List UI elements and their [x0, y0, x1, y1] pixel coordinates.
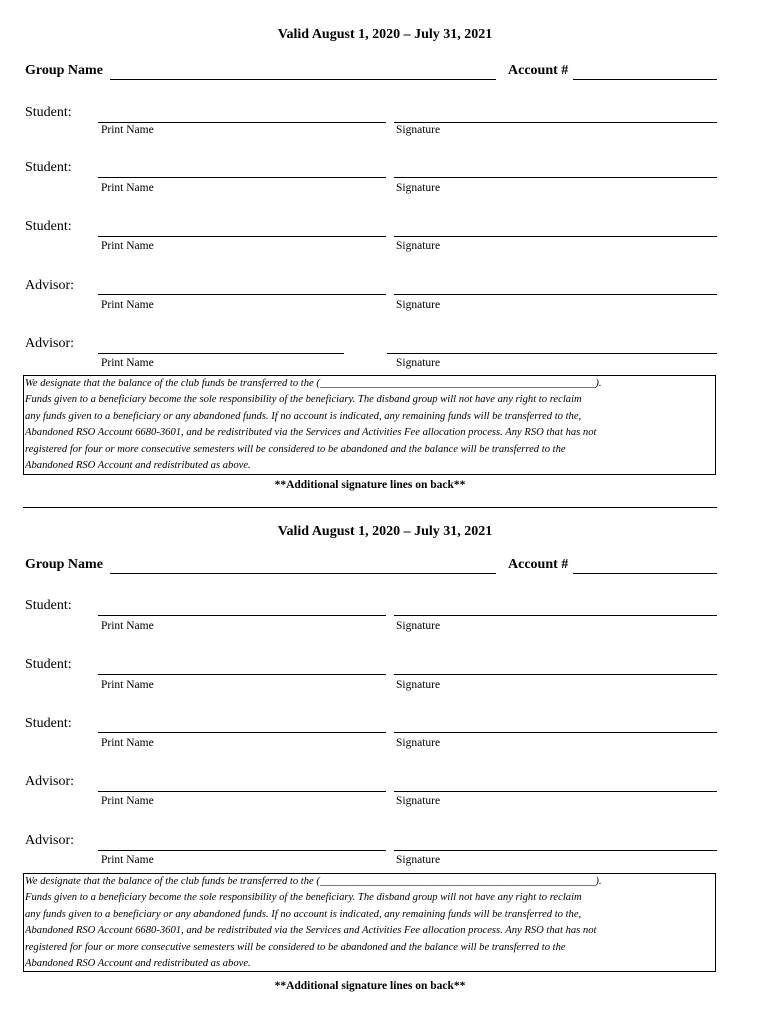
- row-role-label: Advisor:: [25, 278, 74, 293]
- print-name-caption: Print Name: [101, 854, 154, 866]
- signature-caption: Signature: [396, 854, 441, 866]
- signature-caption: Signature: [396, 124, 441, 136]
- print-name-caption: Print Name: [101, 299, 154, 311]
- row-role-label: Student:: [25, 716, 72, 731]
- valid-period-title: Valid August 1, 2020 – July 31, 2021: [277, 27, 493, 42]
- signature-field[interactable]: [394, 732, 717, 733]
- signature-caption: Signature: [396, 679, 441, 691]
- additional-lines-note: **Additional signature lines on back**: [274, 479, 466, 491]
- notice-line: Abandoned RSO Account and redistributed as above.: [25, 460, 251, 472]
- row-role-label: Advisor:: [25, 774, 74, 789]
- group-name-field[interactable]: [110, 573, 496, 574]
- signature-caption: Signature: [396, 795, 441, 807]
- signature-caption: Signature: [396, 240, 441, 252]
- notice-line: registered for four or more consecutive semesters will be considered to be abandoned and the balance will be transferred to the: [25, 443, 566, 455]
- print-name-caption: Print Name: [101, 124, 154, 136]
- print-name-field[interactable]: [98, 674, 386, 675]
- signature-caption: Signature: [396, 620, 441, 632]
- row-role-label: Student:: [25, 105, 72, 120]
- notice-line: Funds given to a beneficiary become the sole responsibility of the beneficiary. The disband group will not have any right to reclaim: [25, 394, 582, 406]
- notice-line: We designate that the balance of the club funds be transferred to the (____________________________________________________).: [25, 378, 602, 389]
- signature-field[interactable]: [394, 615, 717, 616]
- account-field[interactable]: [573, 573, 717, 574]
- signature-field[interactable]: [394, 791, 717, 792]
- print-name-field[interactable]: [98, 615, 386, 616]
- print-name-field[interactable]: [98, 732, 386, 733]
- row-role-label: Advisor:: [25, 833, 74, 848]
- signature-caption: Signature: [396, 182, 441, 194]
- row-role-label: Student:: [25, 219, 72, 234]
- row-role-label: Student:: [25, 657, 72, 672]
- signature-caption: Signature: [396, 357, 441, 369]
- print-name-caption: Print Name: [101, 182, 154, 194]
- print-name-caption: Print Name: [101, 620, 154, 632]
- signature-caption: Signature: [396, 737, 441, 749]
- print-name-field[interactable]: [98, 850, 386, 851]
- print-name-caption: Print Name: [101, 240, 154, 252]
- row-role-label: Student:: [25, 160, 72, 175]
- additional-lines-note: **Additional signature lines on back**: [274, 980, 466, 992]
- notice-line: Abandoned RSO Account 6680-3601, and be redistributed via the Services and Activities Fee allocation process. Any RSO that has not: [25, 925, 597, 937]
- print-name-caption: Print Name: [101, 795, 154, 807]
- valid-period-title: Valid August 1, 2020 – July 31, 2021: [277, 524, 493, 539]
- group-name-label: Group Name: [25, 63, 103, 78]
- row-role-label: Advisor:: [25, 336, 74, 351]
- notice-line: Abandoned RSO Account and redistributed as above.: [25, 958, 251, 970]
- notice-line: Abandoned RSO Account 6680-3601, and be redistributed via the Services and Activities Fee allocation process. Any RSO that has not: [25, 427, 597, 439]
- signature-field[interactable]: [394, 850, 717, 851]
- print-name-caption: Print Name: [101, 679, 154, 691]
- signature-field[interactable]: [394, 674, 717, 675]
- account-label: Account #: [508, 557, 569, 572]
- notice-line: We designate that the balance of the club funds be transferred to the (____________________________________________________).: [25, 876, 602, 887]
- print-name-field[interactable]: [98, 791, 386, 792]
- print-name-caption: Print Name: [101, 357, 154, 369]
- row-role-label: Student:: [25, 598, 72, 613]
- signature-caption: Signature: [396, 299, 441, 311]
- print-name-caption: Print Name: [101, 737, 154, 749]
- account-label: Account #: [508, 63, 569, 78]
- group-name-label: Group Name: [25, 557, 103, 572]
- fund-transfer-notice: [23, 873, 716, 972]
- notice-line: registered for four or more consecutive semesters will be considered to be abandoned and the balance will be transferred to the: [25, 941, 566, 953]
- notice-line: any funds given to a beneficiary or any abandoned funds. If no account is indicated, any remaining funds will be transferred to the,: [25, 908, 582, 920]
- notice-line: Funds given to a beneficiary become the sole responsibility of the beneficiary. The disband group will not have any right to reclaim: [25, 892, 582, 904]
- notice-line: any funds given to a beneficiary or any abandoned funds. If no account is indicated, any remaining funds will be transferred to the,: [25, 410, 582, 422]
